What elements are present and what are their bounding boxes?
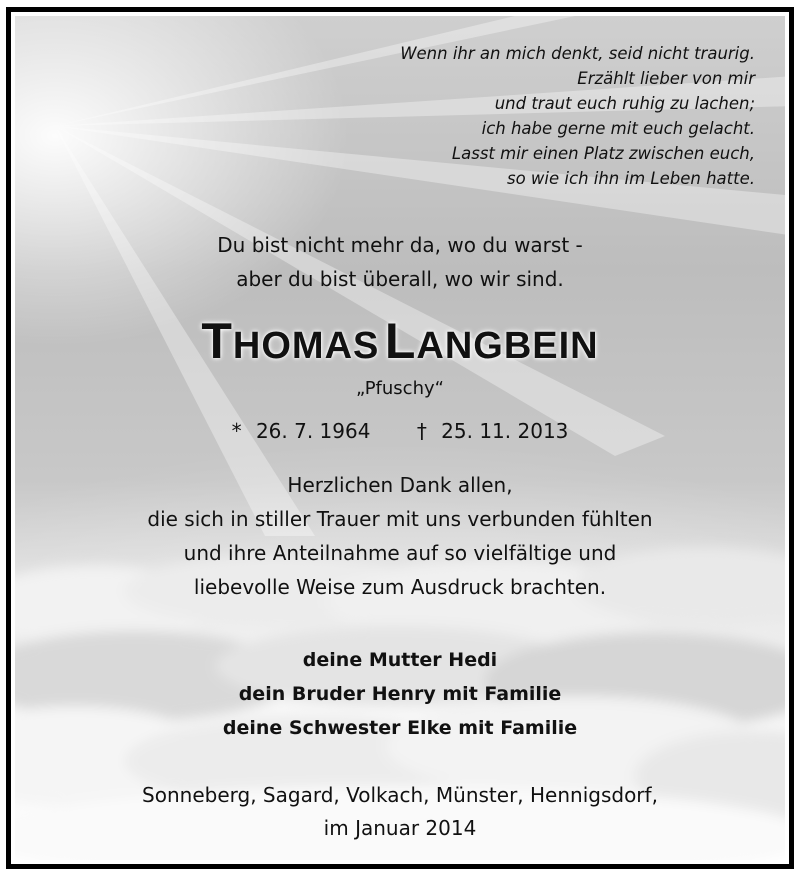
last-name-initial: L (384, 313, 417, 369)
places-line: Sonneberg, Sagard, Volkach, Münster, Hennigsdorf, (142, 783, 658, 807)
family-signatures (15, 643, 785, 745)
quote-line: aber du bist überall, wo wir sind. (236, 267, 564, 291)
thanks-line: Herzlichen Dank allen, (287, 473, 513, 497)
memorial-quote (15, 228, 785, 296)
poem (195, 41, 755, 191)
family-member: dein Bruder Henry mit Familie (238, 683, 562, 705)
life-dates (15, 419, 785, 443)
family-member: deine Schwester Elke mit Familie (222, 717, 578, 739)
nickname: „Pfuschy“ (356, 378, 444, 399)
thanks-message (15, 468, 785, 604)
notice-panel (15, 16, 785, 860)
poem-line: ich habe gerne mit euch gelacht. (481, 119, 755, 138)
quote-line: Du bist nicht mehr da, wo du warst - (217, 233, 583, 257)
first-name-initial: T (201, 313, 233, 369)
death-date: 25. 11. 2013 (441, 419, 569, 443)
first-name-rest: HOMAS (232, 325, 380, 367)
birth-symbol: * (231, 419, 242, 443)
last-name-rest: ANGBEIN (416, 325, 599, 367)
birth-date: 26. 7. 1964 (255, 419, 371, 443)
poem-line: Wenn ihr an mich denkt, seid nicht traurig. (400, 44, 755, 63)
family-member: deine Mutter Hedi (302, 649, 498, 671)
death-symbol: † (416, 419, 427, 443)
poem-line: Erzählt lieber von mir (577, 69, 755, 88)
thanks-line: und ihre Anteilnahme auf so vielfältige und (183, 541, 617, 565)
thanks-line: die sich in stiller Trauer mit uns verbunden fühlten (147, 507, 653, 531)
thanks-line: liebevolle Weise zum Ausdruck brachten. (193, 575, 607, 599)
poem-line: so wie ich ihn im Leben hatte. (507, 169, 755, 188)
poem-line: Lasst mir einen Platz zwischen euch, (451, 144, 755, 163)
date-line: im Januar 2014 (323, 816, 477, 840)
poem-line: und traut euch ruhig zu lachen; (494, 94, 755, 113)
deceased-name (15, 312, 785, 370)
place-and-date (15, 779, 785, 845)
